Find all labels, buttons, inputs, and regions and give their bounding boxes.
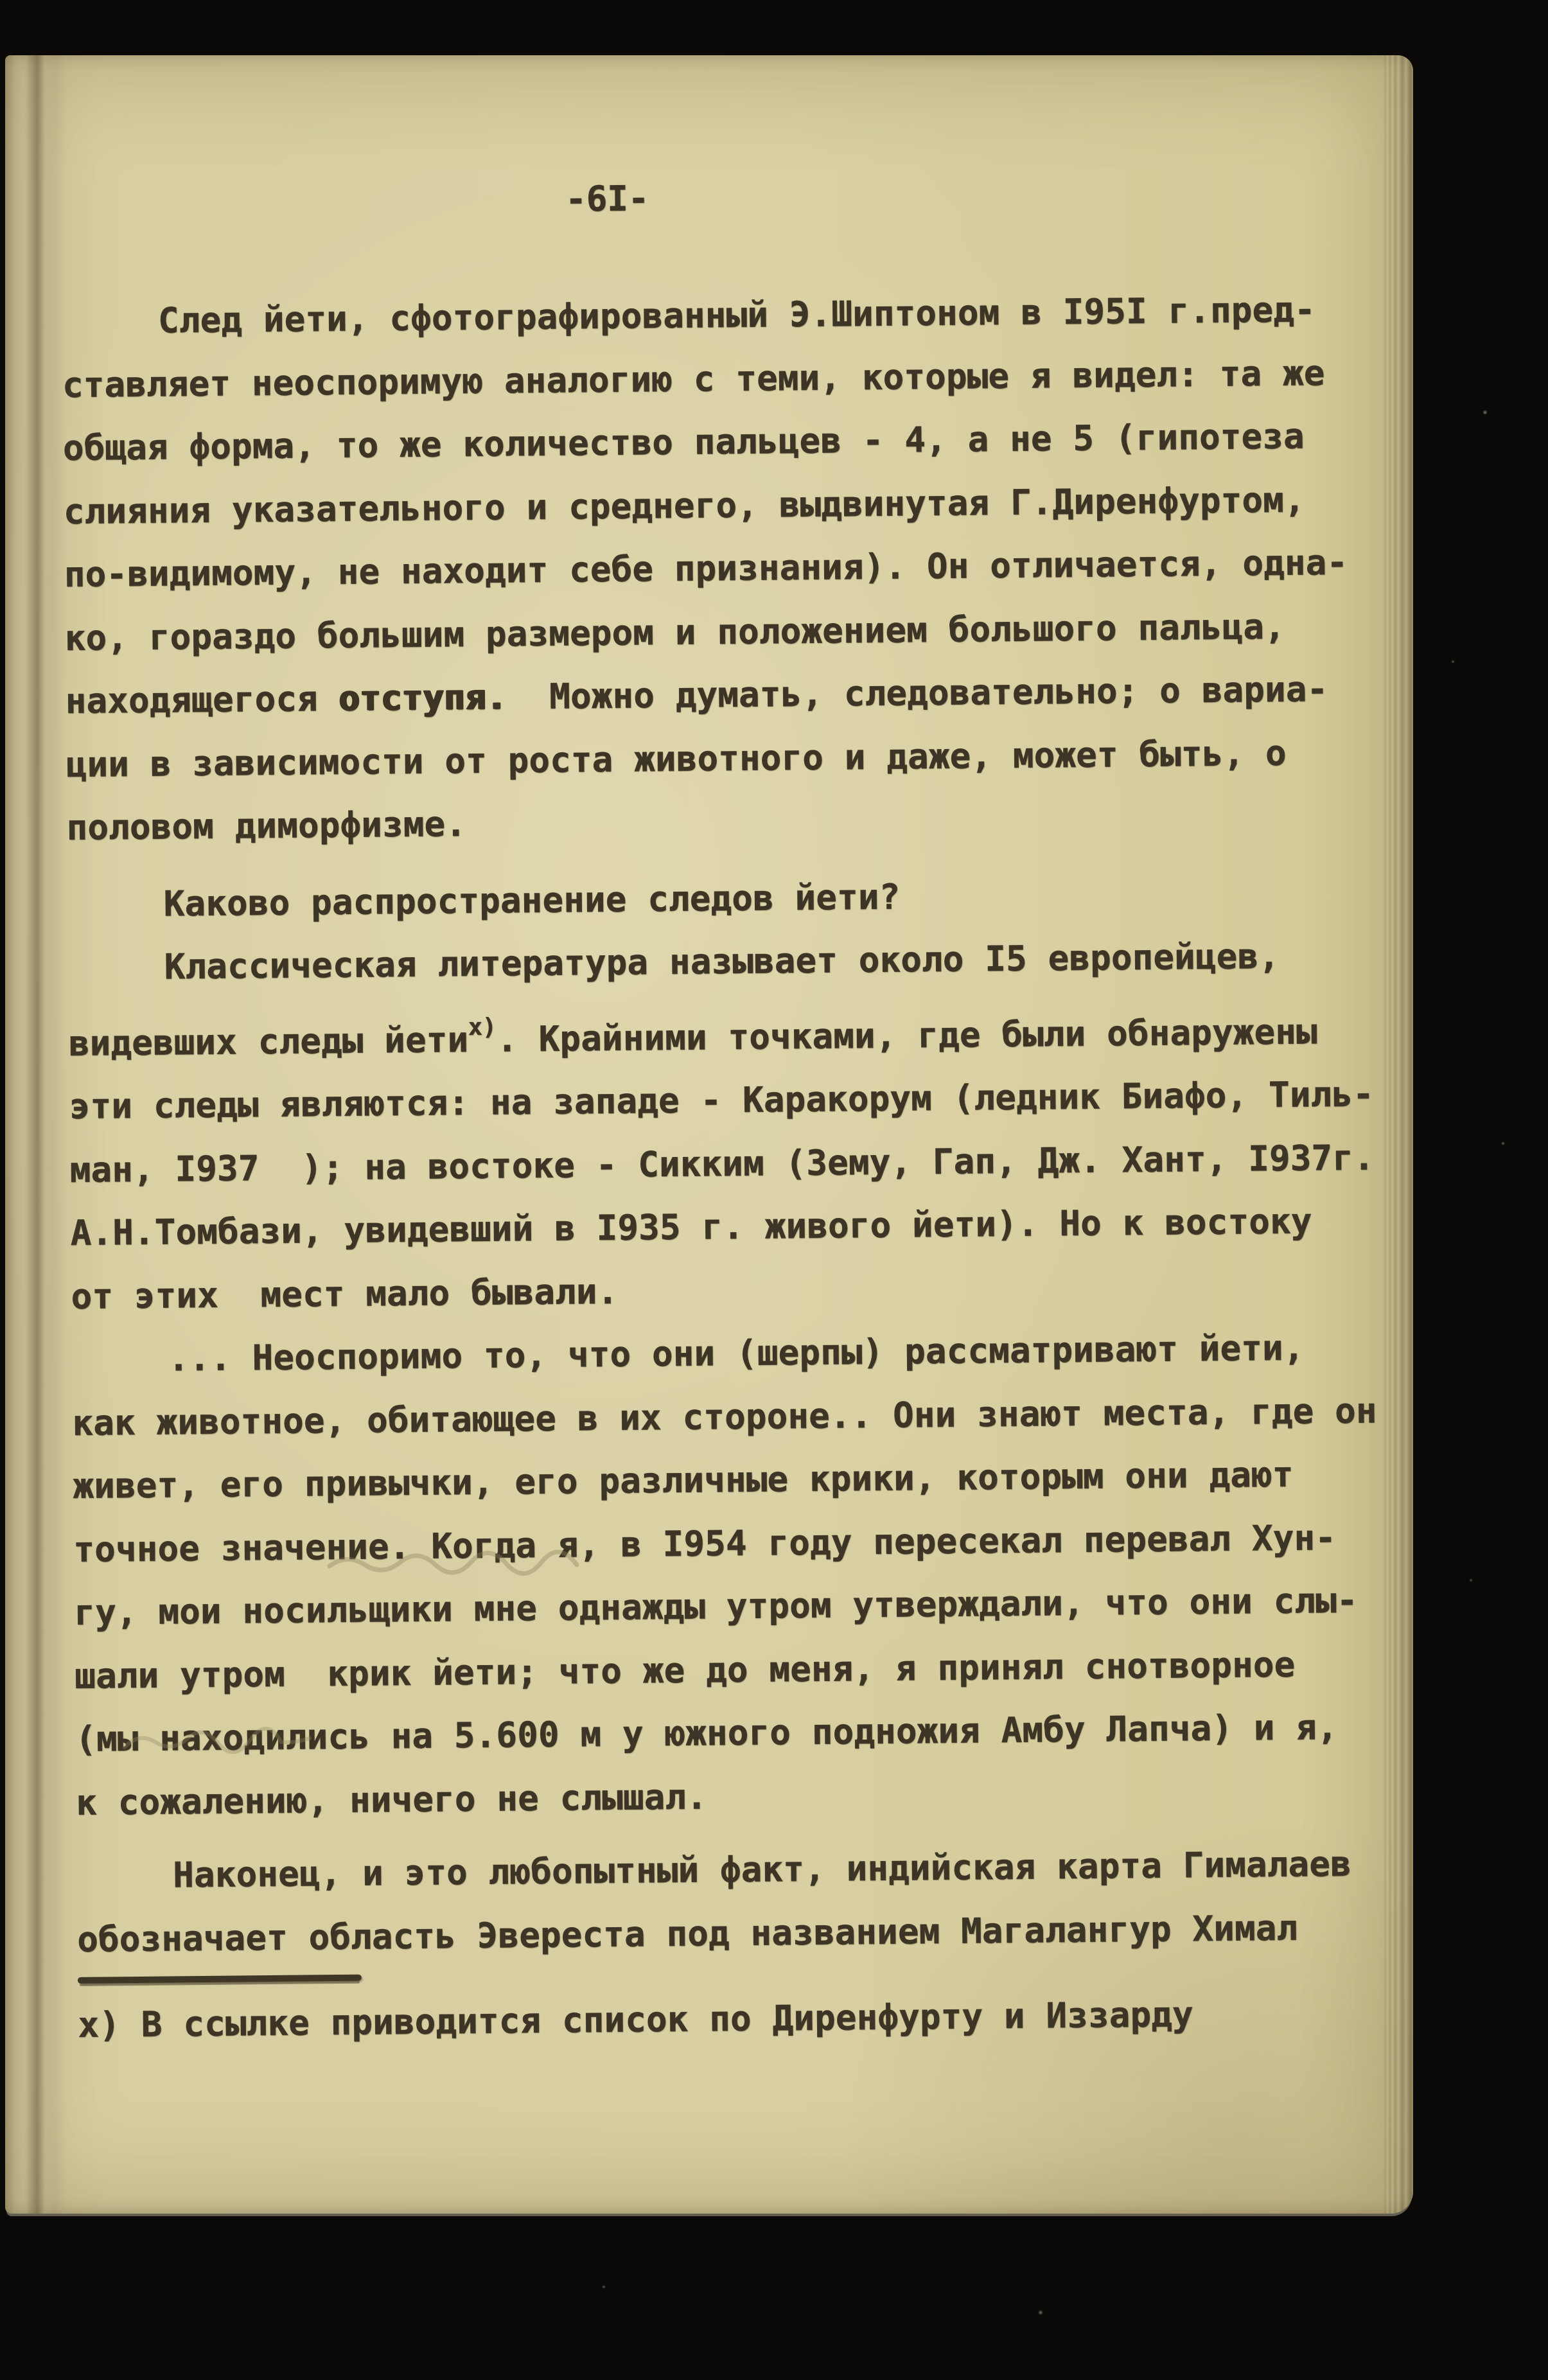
text-segment: находящегося [65, 678, 339, 721]
text-line: как животное, обитающее в их стороне.. Они знают места, где он [72, 1389, 1377, 1443]
text-line: точное значение. Когда я, в I954 году пересекал перевал Хун- [73, 1517, 1337, 1570]
overstruck-word: отступя. [339, 676, 508, 719]
text-segment: Можно думать, следовательно; о вариа- [507, 669, 1328, 718]
page-number: -6I- [565, 178, 649, 220]
footnote: х) В ссылке приводится список по Диренфурту и Иззарду [78, 1994, 1194, 2045]
text-line [65, 658, 1350, 734]
text-line: (мы находились на 5.600 м у южного подножия Амбу Лапча) и я, [75, 1707, 1339, 1759]
text-line: А.Н.Томбази, увидевший в I935 г. живого йети). Но к востоку [70, 1201, 1312, 1253]
text-segment: видевших следы йети [68, 1019, 469, 1064]
text-segment: . Крайними точками, где были обнаружены [496, 1010, 1318, 1060]
text-line: гу, мои носильщики мне однажды утром утверждали, что они слы- [74, 1580, 1359, 1633]
text-line: Классическая литература называет около I5 европейцев, [164, 935, 1280, 987]
text-line: общая форма, то же количество пальцев - 4, а не 5 (гипотеза [62, 416, 1305, 469]
typewritten-text [3, 42, 1431, 2214]
text-line: от этих мест мало бывали. [71, 1271, 619, 1317]
text-line: обозначает область Эвереста под названием Магалангур Химал [77, 1907, 1298, 1960]
text-line: по-видимому, не находит себе признания). Он отличается, одна- [64, 542, 1348, 595]
pencil-mark [326, 1546, 609, 1584]
text-line: слияния указательного и среднего, выдвинутая Г.Диренфуртом, [63, 479, 1306, 532]
text-line: шали утром крик йети; что же до меня, я принял снотворное [75, 1644, 1296, 1697]
text-line: ко, гораздо большим размером и положением большого пальца, [64, 606, 1286, 658]
text-line: к сожалению, ничего не слышал. [75, 1776, 708, 1823]
footnote-marker: х) [468, 1014, 497, 1041]
body-text [62, 278, 1377, 1971]
text-line: ман, I937 ); на востоке - Сикким (Зему, Гап, Дж. Хант, I937г. [69, 1136, 1375, 1190]
text-line: живет, его привычки, его различные крики, которым они дают [73, 1454, 1294, 1506]
text-line: ции в зависимости от роста животного и даже, может быть, о [66, 732, 1287, 785]
pencil-mark [121, 1724, 313, 1760]
text-line [68, 987, 1353, 1075]
text-line: эти следы являются: на западе - Каракорум (ледник Биафо, Тиль- [69, 1073, 1375, 1127]
text-line: Каково распространение следов йети? [163, 876, 901, 924]
document-page [5, 55, 1413, 2214]
text-line: ... Неоспоримо то, что они (шерпы) рассматривают йети, [168, 1327, 1305, 1379]
text-line: ставляет неоспоримую аналогию с теми, которые я видел: та же [62, 352, 1325, 405]
text-line: Наконец, и это любопытный факт, индийская карта Гималаев [173, 1843, 1352, 1896]
text-line: След йети, сфотографированный Э.Шиптоном в I95I г.пред- [157, 289, 1316, 341]
footnote-divider [78, 1975, 362, 1984]
text-line: половом диморфизме. [66, 804, 467, 848]
